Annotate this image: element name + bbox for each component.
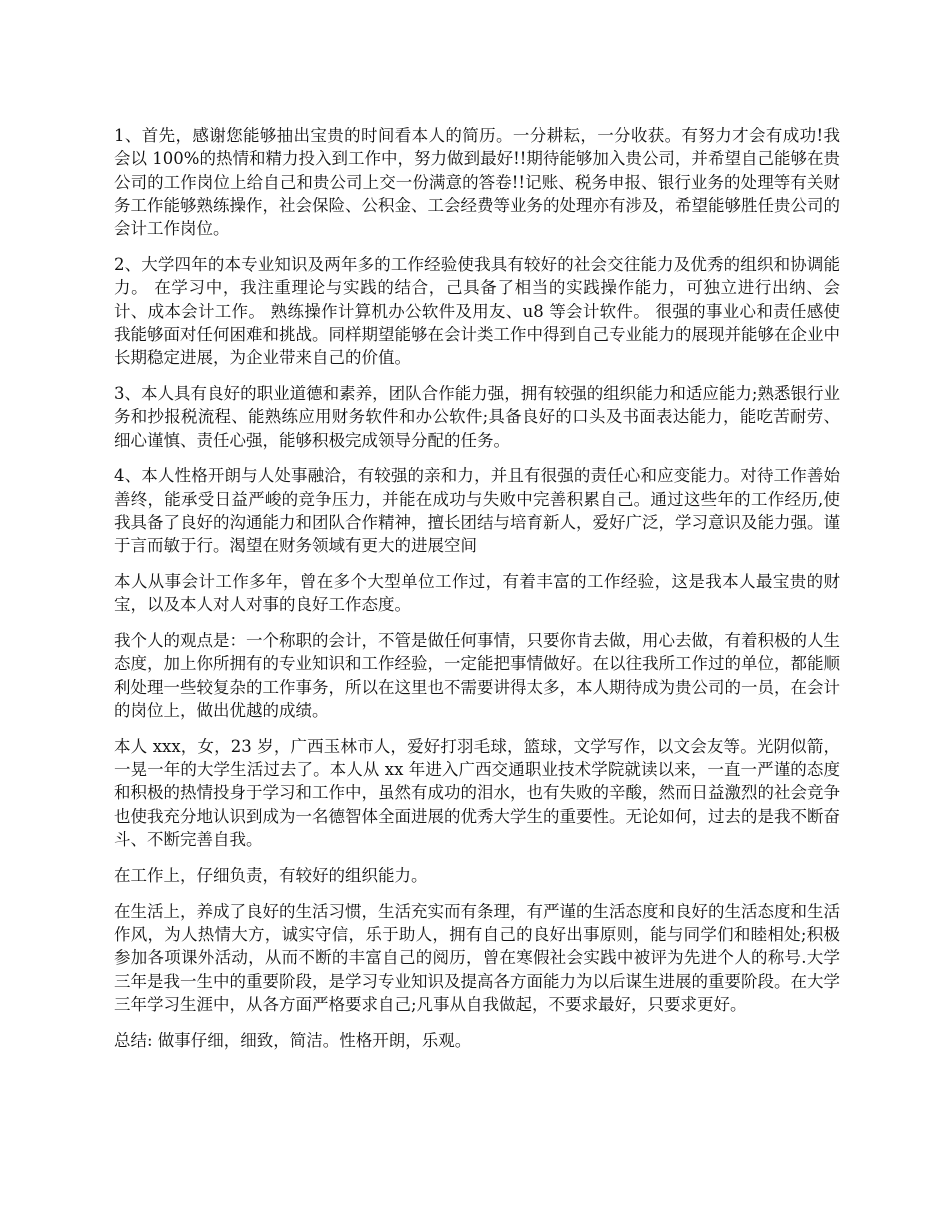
paragraph-1: 1、首先，感谢您能够抽出宝贵的时间看本人的简历。一分耕耘，一分收获。有努力才会有成功!我会以 100%的热情和精力投入到工作中，努力做到最好!!期待能够加入贵公司，并希望自己能够在贵公司的工作岗位上给自己和贵公司上交一份满意的答卷!!记账、税务申报、银行业务的处理等有关财务工作能够熟练操作，社会保险、公积金、工会经费等业务的处理亦有涉及，希望能够胜任贵公司的会计工作岗位。 — [114, 126, 840, 239]
paragraph-9: 在生活上，养成了良好的生活习惯，生活充实而有条理，有严谨的生活态度和良好的生活态度和生活作风，为人热情大方，诚实守信，乐于助人，拥有自己的良好出事原则，能与同学们和睦相处;积极参加各项课外活动，从而不断的丰富自己的阅历，曾在寒假社会实践中被评为先进个人的称号.大学三年是我一生中的重要阶段，是学习专业知识及提高各方面能力为以后谋生进展的重要阶段。在大学三年学习生涯中，从各方面严格要求自己;凡事从自我做起，不要求最好，只要求更好。 — [114, 901, 840, 1014]
paragraph-10: 总结: 做事仔细，细致，简洁。性格开朗，乐观。 — [114, 1030, 472, 1050]
document-body — [114, 124, 840, 1064]
paragraph-8: 在工作上，仔细负责，有较好的组织能力。 — [114, 865, 428, 885]
paragraph-7: 本人 xxx，女，23 岁，广西玉林市人，爱好打羽毛球，篮球，文学写作，以文会友等。光阴似箭，一晃一年的大学生活过去了。本人从 xx 年进入广西交通职业技术学院就读以来，一直一严谨的态度和积极的热情投身于学习和工作中，虽然有成功的泪水，也有失败的辛酸，然而日益激烈的社会竞争也使我充分地认识到成为一名德智体全面进展的优秀大学生的重要性。无论如何，过去的是我不断奋斗、不断完善自我。 — [114, 736, 840, 850]
paragraph-5: 本人从事会计工作多年，曾在多个大型单位工作过，有着丰富的工作经验，这是我本人最宝贵的财宝，以及本人对人对事的良好工作态度。 — [114, 572, 840, 615]
paragraph-2: 2、大学四年的本专业知识及两年多的工作经验使我具有较好的社会交往能力及优秀的组织和协调能力。 在学习中，我注重理论与实践的结合，己具备了相当的实践操作能力，可独立进行出纳、会计、成本会计工作。 熟练操作计算机办公软件及用友、u8 等会计软件。 很强的事业心和责任感使我能够面对任何困难和挑战。同样期望能够在会计类工作中得到自己专业能力的展现并能够在企业中长期稳定进展，为企业带来自己的价值。 — [114, 254, 840, 368]
paragraph-4: 4、本人性格开朗与人处事融洽，有较强的亲和力，并且有很强的责任心和应变能力。对待工作善始善终，能承受日益严峻的竞争压力，并能在成功与失败中完善积累自己。通过这些年的工作经历,使我具备了良好的沟通能力和团队合作精神，擅长团结与培育新人，爱好广泛，学习意识及能力强。谨于言而敏于行。渴望在财务领域有更大的进展空间 — [114, 466, 840, 556]
paragraph-6: 我个人的观点是：一个称职的会计，不管是做任何事情，只要你肯去做，用心去做，有着积极的人生态度，加上你所拥有的专业知识和工作经验，一定能把事情做好。在以往我所工作过的单位，都能顺利处理一些较复杂的工作事务，所以在这里也不需要讲得太多，本人期待成为贵公司的一员，在会计的岗位上，做出优越的成绩。 — [114, 631, 840, 721]
paragraph-3: 3、本人具有良好的职业道德和素养，团队合作能力强，拥有较强的组织能力和适应能力;熟悉银行业务和抄报税流程、能熟练应用财务软件和办公软件;具备良好的口头及书面表达能力，能吃苦耐劳、细心谨慎、责任心强，能够积极完成领导分配的任务。 — [114, 383, 840, 450]
